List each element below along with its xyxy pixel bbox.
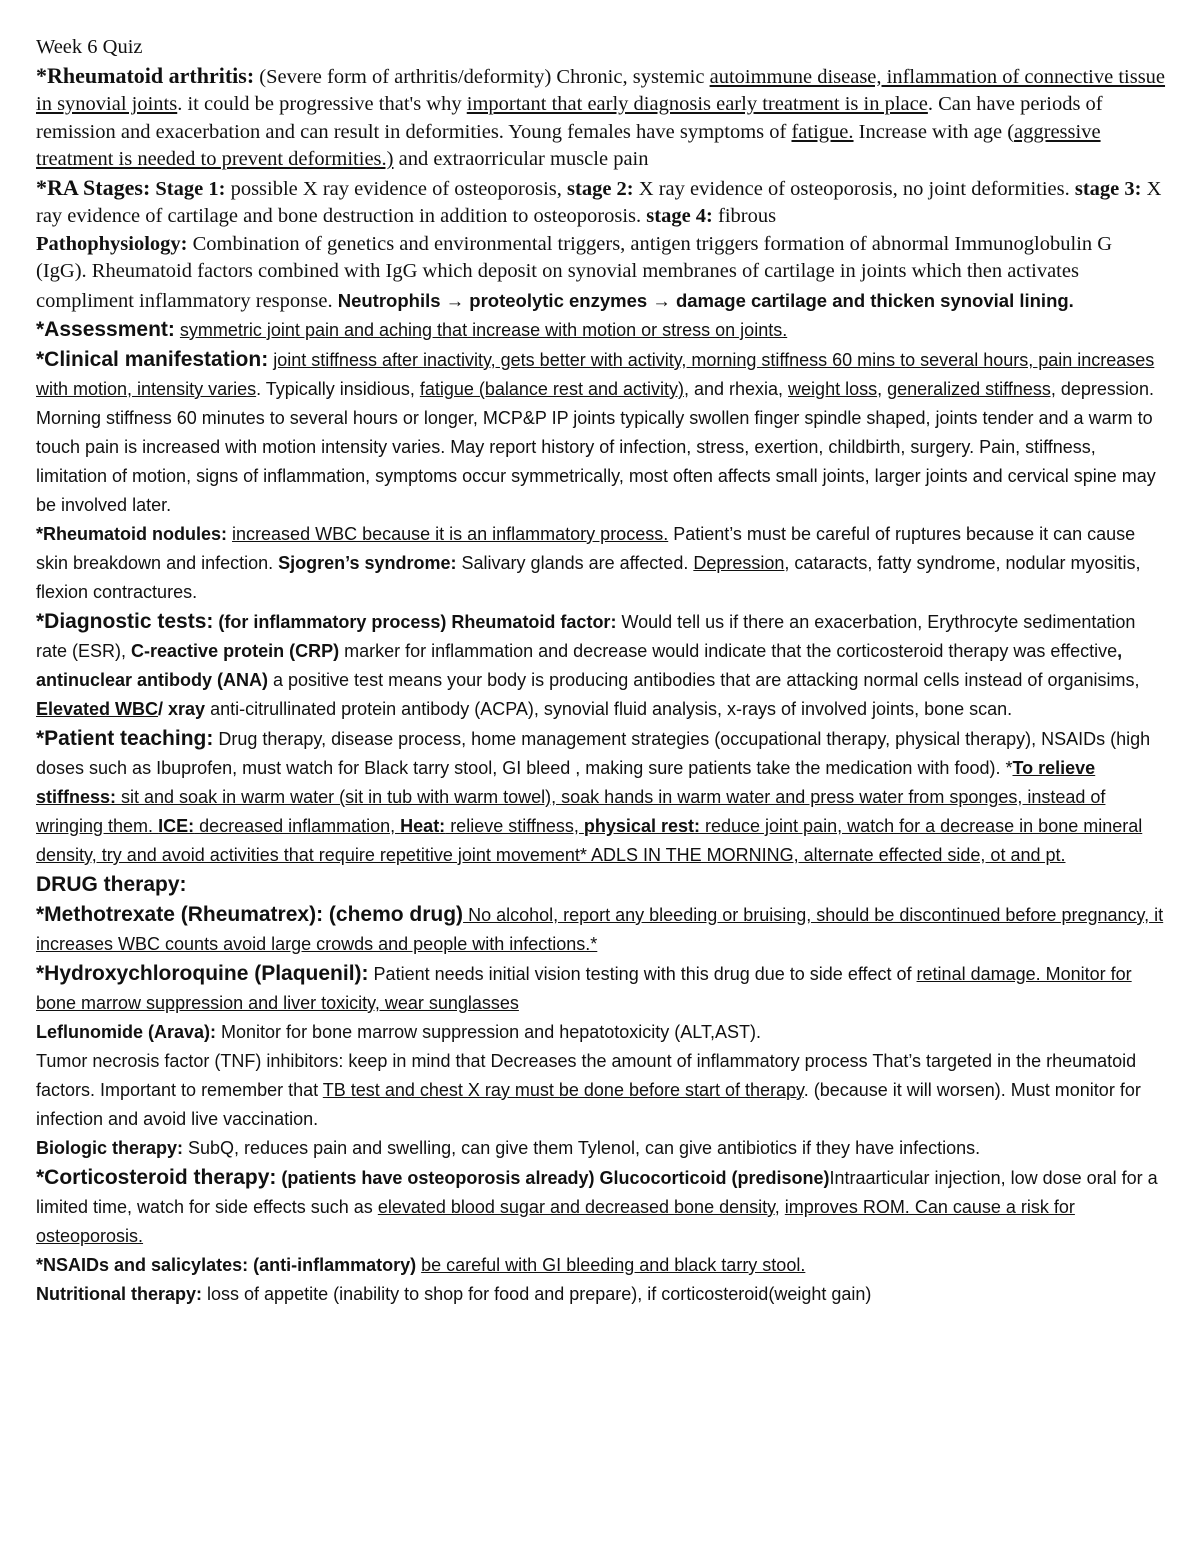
ra-text: and extraorricular muscle pain: [393, 148, 649, 170]
ra-underline: important that early diagnosis early treatment is in place: [466, 93, 928, 115]
nodules-text: Salivary glands are affected.: [456, 553, 694, 573]
title-text: Week 6 Quiz: [36, 36, 143, 58]
stage-text: X ray evidence of osteoporosis, no joint deformities.: [633, 177, 1075, 200]
nutrition-paragraph: [36, 1280, 1166, 1309]
morning-paragraph: [36, 404, 1166, 520]
clinical-text: , and rhexia,: [683, 379, 789, 399]
stage-text: X ray evidence of cartilage and bone destruction in addition to osteoporosis.: [36, 177, 1162, 227]
clinical-text: ,: [877, 379, 888, 399]
corticosteroid-text: Intraarticular injection, low dose oral for a limited time, watch for side effects such as: [36, 1168, 1158, 1217]
sjogren-label: Sjogren’s syndrome:: [278, 553, 457, 573]
methotrexate-paragraph: [36, 900, 1166, 959]
teaching-paragraph: [36, 724, 1166, 870]
stage-text: fibrous: [712, 205, 777, 227]
diagnostic-paragraph: [36, 607, 1166, 724]
teaching-underline: reduce joint pain, watch for a decrease in bone mineral density, try and avoid activities that require repetitive joint movement* ADLS IN THE MORNING, alternate effected side, ot and pt.: [36, 816, 1143, 865]
stages-paragraph: [36, 174, 1166, 316]
nodules-text: , cataracts, fatty syndrome, nodular myositis, flexion contractures.: [36, 553, 1141, 602]
teaching-underline: decreased inflammation,: [194, 816, 401, 836]
leflunomide-paragraph: [36, 1018, 1166, 1047]
teaching-underline: sit and soak in warm water (sit in tub with warm towel), soak hands in warm water and press water from sponges, instead of wringing them.: [36, 787, 1106, 836]
methotrexate-underline: No alcohol, report any bleeding or bruising, should be discontinued before pregnancy, it increases WBC counts avoid large crowds and people with infections.*: [36, 905, 1164, 954]
patho-text: Combination of genetics and environmental triggers, antigen triggers formation of abnormal Immunoglobulin G (IgG). Rheumatoid factors combined with IgG which deposit on synovial membranes of cartilage in joints which then activates compliment inflammatory response.: [36, 232, 1113, 312]
corticosteroid-underline: improves ROM. Can cause a risk for osteoporosis.: [36, 1197, 1075, 1246]
ra-underline: autoimmune disease, inflammation of connective tissue in synovial joints: [36, 65, 1166, 115]
diag-bold: / xray: [158, 699, 206, 719]
doc-title: [36, 34, 1166, 62]
ra-underline: fatigue.: [791, 120, 854, 143]
assessment-label: *Assessment:: [36, 318, 175, 341]
assessment-underline: symmetric joint pain and aching that increase with motion or stress on joints.: [179, 320, 788, 340]
stage-label: Stage 1:: [150, 177, 226, 200]
tnf-text: Tumor necrosis factor (TNF) inhibitors: keep in mind that Decreases the amount of inflammatory process That’s targeted in the rheumatoid factors. Important to remember that: [36, 1051, 1137, 1100]
patho-bold: Neutrophils → proteolytic enzymes → damage cartilage and thicken synovial lining.: [337, 289, 1074, 311]
patho-label: Pathophysiology:: [36, 232, 188, 255]
stage-label: stage 4:: [646, 205, 713, 227]
ra-text: . Can have periods of remission and exacerbation and can result in deformities. Young females have symptoms of: [36, 93, 1103, 143]
teaching-underline: relieve stiffness,: [445, 816, 584, 836]
stages-heading: *RA Stages:: [36, 174, 151, 200]
nutrition-text: loss of appetite (inability to shop for food and prepare), if corticosteroid(weight gain): [202, 1284, 872, 1304]
clinical-text: depression.: [1055, 379, 1154, 399]
corticosteroid-bold: (patients have osteoporosis already) Glucocorticoid (predisone): [276, 1168, 830, 1188]
ra-paragraph: [36, 62, 1166, 174]
ra-underline: aggressive treatment is needed to prevent deformities.): [36, 120, 1101, 170]
nodules-underline: Depression: [693, 553, 785, 573]
nodules-text: Patient’s must be careful of ruptures because it can cause skin breakdown and infection.: [36, 524, 1136, 573]
teaching-text: Drug therapy, disease process, home management strategies (occupational therapy, physical therapy), NSAIDs (high doses such as Ibuprofen, must watch for Black tarry stool, GI bleed , making sure patients take the medication with food). *: [36, 729, 1151, 778]
hydroxychloroquine-text: Patient needs initial vision testing with this drug due to side effect of: [368, 964, 917, 984]
teaching-label: *Patient teaching:: [36, 727, 214, 750]
ra-text: (Severe form of arthritis/deformity) Chronic, systemic: [254, 65, 710, 88]
ra-heading: *Rheumatoid arthritis:: [36, 62, 255, 88]
diag-bold: , antinuclear antibody (ANA): [36, 641, 1123, 690]
clinical-underline: joint stiffness after inactivity, gets better with activity, morning stiffness 60 mins to several hours, pain increases with motion, intensity varies: [36, 350, 1155, 399]
clinical-label: *Clinical manifestation:: [36, 348, 269, 371]
nsaid-label: *NSAIDs and salicylates: (anti-inflammatory): [36, 1255, 417, 1275]
nsaid-paragraph: [36, 1251, 1166, 1280]
corticosteroid-paragraph: [36, 1163, 1166, 1251]
teaching-bold-underline: To relieve stiffness:: [36, 758, 1096, 807]
clinical-underline: weight loss: [788, 379, 878, 399]
tnf-underline: TB test and chest X ray must be done before start of therapy: [322, 1080, 804, 1100]
stage-label: stage 3:: [1074, 177, 1142, 200]
teaching-bold-underline: physical rest:: [583, 816, 700, 836]
clinical-underline: fatigue (balance rest and activity): [419, 379, 684, 399]
clinical-text: . Typically insidious,: [256, 379, 420, 399]
leflunomide-text: Monitor for bone marrow suppression and hepatotoxicity (ALT,AST).: [216, 1022, 761, 1042]
nodules-underline: increased WBC because it is an inflammatory process.: [232, 524, 669, 544]
diag-bold-underline: Elevated WBC: [36, 699, 159, 719]
stage-text: possible X ray evidence of osteoporosis,: [225, 177, 568, 200]
nutrition-label: Nutritional therapy:: [36, 1284, 203, 1304]
assessment-paragraph: [36, 315, 1166, 345]
diag-text: marker for inflammation and decrease would indicate that the corticosteroid therapy was effective: [339, 641, 1118, 661]
diag-bold: (for inflammatory process) Rheumatoid factor:: [213, 612, 617, 632]
stage-label: stage 2:: [567, 177, 634, 200]
diag-bold: C-reactive protein (CRP): [131, 641, 340, 661]
document-body: [36, 34, 1166, 1309]
biologic-text: SubQ, reduces pain and swelling, can give them Tylenol, can give antibiotics if they have infections.: [183, 1138, 981, 1158]
leflunomide-label: Leflunomide (Arava):: [36, 1022, 217, 1042]
corticosteroid-underline: elevated blood sugar and decreased bone density: [377, 1197, 775, 1217]
diag-label: *Diagnostic tests:: [36, 610, 214, 633]
clinical-underline: generalized stiffness,: [887, 379, 1056, 399]
corticosteroid-label: *Corticosteroid therapy:: [36, 1166, 277, 1189]
morning-text: Morning stiffness 60 minutes to several hours or longer, MCP&P IP joints typically swollen finger spindle shaped, joints tender and a warm to touch pain is increased with motion intensity varies. May report history of infection, stress, exertion, childbirth, surgery. Pain, stiffness, limitation of motion, signs of inflammation, symptoms occur symmetrically, most often affects small joints, larger joints and cervical spine may be involved later.: [36, 408, 1156, 515]
hydroxychloroquine-paragraph: [36, 959, 1166, 1018]
hydroxychloroquine-label: *Hydroxychloroquine (Plaquenil):: [36, 962, 369, 985]
clinical-paragraph: [36, 345, 1166, 404]
biologic-label: Biologic therapy:: [36, 1138, 184, 1158]
nsaid-underline: be careful with GI bleeding and black tarry stool.: [421, 1255, 806, 1275]
nodules-label: *Rheumatoid nodules:: [36, 524, 228, 544]
corticosteroid-text: ,: [774, 1197, 785, 1217]
methotrexate-label: *Methotrexate (Rheumatrex): (chemo drug): [36, 903, 464, 926]
drug-heading-paragraph: [36, 870, 1166, 900]
drug-heading: DRUG therapy:: [36, 873, 187, 896]
diag-text: Would tell us if there an exacerbation, Erythrocyte sedimentation rate (ESR),: [36, 612, 1136, 661]
nodules-paragraph: [36, 520, 1166, 607]
tnf-text: . (because it will worsen). Must monitor for infection and avoid live vaccination.: [36, 1080, 1141, 1129]
biologic-paragraph: [36, 1134, 1166, 1163]
tnf-paragraph: [36, 1047, 1166, 1134]
teaching-bold-underline: Heat:: [400, 816, 446, 836]
diag-text: anti-citrullinated protein antibody (ACPA), synovial fluid analysis, x-rays of involved joints, bone scan.: [205, 699, 1013, 719]
ra-text: Increase with age (: [853, 120, 1015, 143]
teaching-bold-underline: ICE:: [158, 816, 195, 836]
ra-text: . it could be progressive that's why: [177, 93, 467, 115]
hydroxychloroquine-underline: retinal damage. Monitor for bone marrow suppression and liver toxicity, wear sunglasses: [36, 964, 1132, 1013]
diag-text: a positive test means your body is producing antibodies that are attacking normal cells instead of organisims,: [268, 670, 1140, 690]
